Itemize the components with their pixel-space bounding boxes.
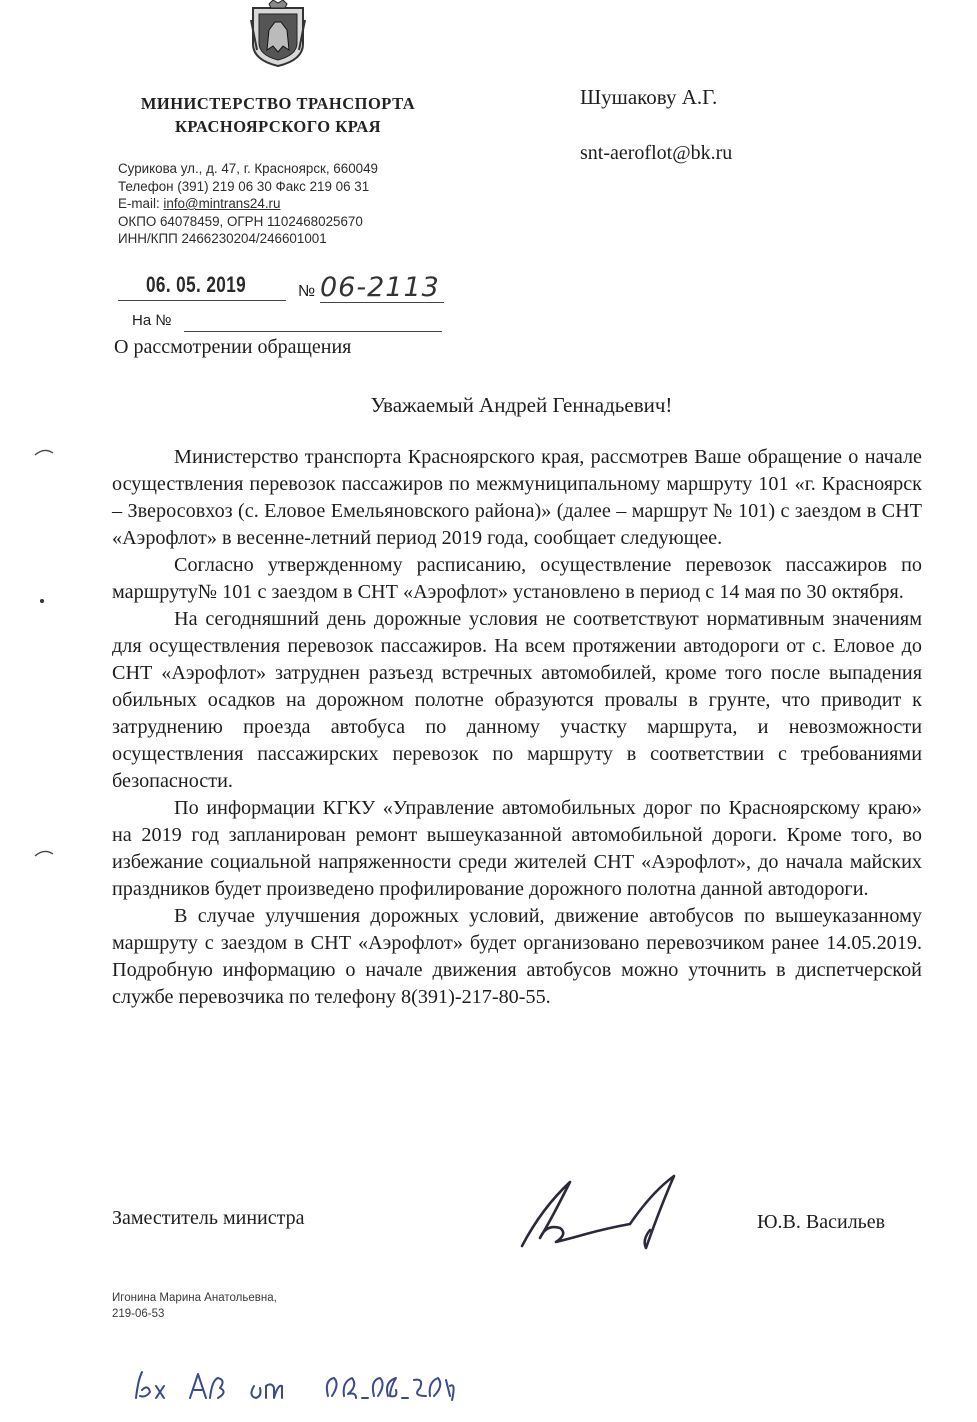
ministry-okpo: ОКПО 64078459, ОГРН 1102468025670 (118, 213, 363, 229)
punch-hole-mark (33, 846, 55, 860)
registration-date-underline (118, 300, 286, 301)
letter-body (112, 444, 922, 1011)
punch-hole-mark (33, 445, 55, 459)
executor-phone: 219-06-53 (112, 1308, 165, 1320)
addressee-block (580, 83, 732, 167)
registration-number: 06-2113 (320, 272, 440, 303)
ministry-phone: Телефон (391) 219 06 30 Факс 219 06 31 (118, 178, 370, 194)
ministry-contacts (118, 160, 378, 248)
coat-of-arms-emblem (247, 0, 309, 68)
ministry-email-link[interactable]: info@mintrans24.ru (163, 196, 281, 211)
signatory-name: Ю.В. Васильев (757, 1211, 886, 1233)
body-paragraph: Согласно утвержденному расписанию, осуществление перевозок пассажиров по маршруту№ 101 с заездом в СНТ «Аэрофлот» установлено в период с 14 мая по 30 октября. (112, 554, 922, 603)
reference-number-label: На № (132, 312, 172, 329)
margin-dot (40, 599, 44, 603)
registration-number-label: № (298, 283, 316, 300)
reference-number-underline (184, 331, 442, 332)
registration-date: 06. 05. 2019 (146, 272, 247, 297)
ministry-name-line1: МИНИСТЕРСТВО ТРАНСПОРТА (140, 94, 416, 113)
addressee-email: snt-aeroflot@bk.ru (580, 142, 733, 164)
email-label: E-mail: (118, 196, 164, 211)
ministry-email-row (118, 195, 378, 213)
letter-greeting: Уважаемый Андрей Геннадьевич! (370, 393, 673, 417)
body-paragraph: В случае улучшения дорожных условий, движение автобусов по вышеуказанному маршруту с заездом в СНТ «Аэрофлот» будет организовано перевозчиком ранее 14.05.2019. Подробную информацию о начале движения автобусов можно уточнить в диспетчерской службе перевозчика по телефону 8(391)-217-80-55. (112, 905, 922, 1008)
ministry-name (92, 92, 464, 138)
registration-number-underline (320, 302, 444, 303)
handwritten-signature (512, 1168, 692, 1258)
signatory-position: Заместитель министра (112, 1207, 305, 1229)
addressee-name: Шушакову А.Г. (580, 85, 718, 109)
ministry-inn: ИНН/КПП 2466230204/246601001 (118, 231, 327, 246)
handwritten-receipt-note (128, 1360, 458, 1410)
executor-info (112, 1290, 277, 1322)
executor-name: Игонина Марина Анатольевна, (112, 1292, 277, 1304)
ministry-address: Сурикова ул., д. 47, г. Красноярск, 660049 (118, 161, 378, 176)
ministry-name-line2: КРАСНОЯРСКОГО КРАЯ (174, 117, 382, 136)
body-paragraph: По информации КГКУ «Управление автомобильных дорог по Красноярскому краю» на 2019 год запланирован ремонт вышеуказанной автомобильной дороги. Кроме того, во избежание социальной напряженности среди жителей СНТ «Аэрофлот», до начала майских праздников будет произведено профилирование дорожного полотна данной автодороги. (112, 797, 922, 900)
body-paragraph: На сегодняшний день дорожные условия не соответствуют нормативным значениям для осуществления перевозок пассажиров. На всем протяжении автодороги от с. Еловое до СНТ «Аэрофлот» затруднен разъезд встречных автомобилей, кроме того после выпадения обильных осадков на дорожном полотне образуются провалы в грунте, что приводит к затруднению проезда автобуса по данному участку маршрута, и невозможности осуществления пассажирских перевозок по маршруту в соответствии с требованиями безопасности. (112, 608, 922, 792)
letter-subject: О рассмотрении обращения (114, 336, 352, 358)
body-paragraph: Министерство транспорта Красноярского края, рассмотрев Ваше обращение о начале осуществления перевозок пассажиров по межмуниципальному маршруту 101 «г. Красноярск – Зверосовхоз (с. Еловое Емельяновского района)» (далее – маршрут № 101) с заездом в СНТ «Аэрофлот» в весенне-летний период 2019 года, сообщает следующее. (112, 446, 922, 549)
